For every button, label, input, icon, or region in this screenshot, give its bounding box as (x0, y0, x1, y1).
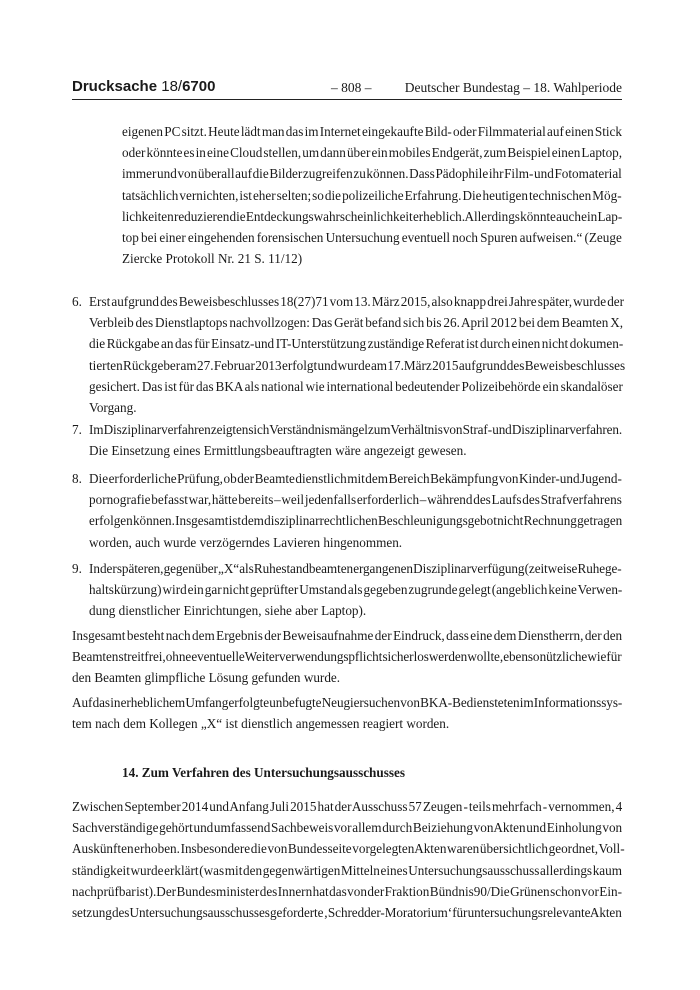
text-line: Vorgang. (89, 400, 137, 416)
text-line: Die Einsetzung eines Ermittlungsbeauftragten wäre angezeigt gewesen. (89, 443, 467, 459)
list-item (89, 468, 622, 553)
text-line: top bei einer eingehenden forensischen Untersuchung eventuell noch Spuren aufweisen.“ (Zeuge (122, 230, 622, 246)
text-line: ständigkeit wurde erklärt (was mit den gegenwärtigen Mitteln eines Untersuchungsausschuss allerdings kaum (72, 862, 623, 878)
item-number: 7. (72, 422, 82, 437)
item-number: 8. (72, 471, 82, 486)
text-line: eigenen PC sitzt. Heute lädt man das im Internet eingekaufte Bild- oder Filmmaterial auf einen Stick (122, 124, 623, 139)
doc-label: Drucksache (72, 78, 158, 95)
text-line: tatsächlich vernichten, ist eher selten; so die polizeiliche Erfahrung. Die heutigen technischen Mög- (122, 187, 622, 203)
text-line: oder könnte es in eine Cloud stellen, um dann über ein mobiles Endgerät, zum Beispiel einen Laptop, (122, 145, 623, 161)
text-line: Auf das in erheblichem Umfang erfolgte unbefugte Neugiersuchen von BKA-Bediensteten im Informationssys- (72, 695, 623, 710)
text-line: Zwischen September 2014 und Anfang Juli 2015 hat der Ausschuss 57 Zeugen - teils mehrfach - vernommen, 4 (72, 799, 623, 814)
page-header (72, 78, 622, 100)
header-rule (72, 99, 622, 100)
text-line: nachprüfbar ist).Der Bundesminister des Innern hat das von der Fraktion Bündnis90/Die Grünen schon vor Ein- (72, 883, 623, 899)
list-item (89, 291, 626, 418)
text-line: tierten Rückgeber am 27. Februar 2013 erfolgt und wurde am 17.März 2015 aufgrund des Beweisbeschlusses (89, 357, 626, 373)
text-line: Verbleib des Dienstlaptops nachvollzogen: Das Gerät befand sich bis 26. April 2012 bei dem Beamten X, (89, 315, 624, 331)
text-line: In der späteren, gegenüber „X“ als Ruhestandbeamten ergangenen Disziplinarverfügung (zeitweise Ruhege- (89, 561, 622, 576)
text-line: immer und von überall auf die Bilder zugreifen zu können. Dass Pädophile ihr Film- und Fotomaterial (122, 166, 622, 182)
item-number: 9. (72, 561, 82, 576)
text-line: Im Disziplinarverfahren zeigten sich Verständnismängel zum Verhältnis von Straf- und Disziplinarverfahren. (89, 422, 623, 437)
text-line: haltskürzung) wird ein gar nicht geprüfter Umstand als gegeben zugrunde gelegt (angeblich keine Verwen- (89, 582, 623, 598)
text-line: die Rückgabe an das für Einsatz-und IT-Unterstützung zuständige Referat ist durch einen nicht dokumen- (89, 336, 624, 352)
text-line: Auskünften erhoben. Insbesondere die von Bundesseite vorgelegten Akten waren übersichtlich geordnet, Voll- (72, 841, 625, 857)
text-line: Die erforderliche Prüfung, ob der Beamte dienstlich mit dem Bereich Bekämpfung von Kinder-und Jugend- (89, 471, 622, 486)
text-line: Erst aufgrund des Beweisbeschlusses 18(27)71 vom 13. März 2015, also knapp drei Jahre später, wurde der (89, 294, 625, 309)
text-line: setzung des Untersuchungsausschusses geforderte ‚Schredder-Moratorium‘ für untersuchungsrelevante Akten (72, 905, 622, 921)
text-line: erfolgen können. Insgesamt ist dem disziplinarrechtlichen Beschleunigungsgebot nicht Rechnung getragen (89, 513, 623, 529)
text-line: dung dienstlicher Einrichtungen, siehe aber Laptop). (89, 603, 367, 619)
doc-number-suffix: 6700 (182, 78, 216, 95)
page-number: – 808 – (331, 80, 372, 95)
quote-block (122, 121, 622, 269)
text-line: den Beamten glimpfliche Lösung gefunden wurde. (72, 670, 341, 686)
paragraph (72, 692, 622, 734)
doc-number (72, 78, 215, 95)
header-title: Deutscher Bundestag – 18. Wahlperiode (404, 80, 622, 95)
text-line: Insgesamt besteht nach dem Ergebnis der Beweisaufnahme der Eindruck, dass eine dem Dienstherrn, der den (72, 628, 623, 643)
text-line: gesichert. Das ist für das BKA als national wie international bedeutender Polizeibehörde ein skandalöser (89, 378, 623, 394)
list-item (89, 419, 622, 461)
text-line: tem nach dem Kollegen „X“ ist dienstlich angemessen reagiert worden. (72, 716, 450, 732)
list-item (89, 558, 622, 622)
section-heading: 14. Zum Verfahren des Untersuchungsausschusses (122, 765, 405, 780)
doc-number-prefix: 18/ (157, 78, 183, 95)
text-line: Beamten streitfrei, ohne eventuelle Weiterverwendungspflicht sicher loswerden wollte, ebenso nützliche wie für (72, 649, 622, 665)
text-line: worden, auch wurde verzögerndes Lavieren hingenommen. (89, 534, 403, 550)
paragraph (72, 625, 622, 689)
item-number: 6. (72, 294, 82, 309)
text-line: lichkeiten reduzieren die Entdeckungswahrscheinlichkeit erheblich. Allerdings könnte auch ein Lap- (122, 208, 623, 224)
text-line: Ziercke Protokoll Nr. 21 S. 11/12) (122, 251, 303, 267)
text-line: Sachverständige gehört und umfassend Sachbeweis vor allem durch Beiziehung von Akten und Einholung von (72, 820, 623, 836)
paragraph (72, 796, 625, 923)
text-line: pornografie befasst war, hätte bereits – weil jedenfalls erforderlich – während des Laufs des Strafverfahrens (89, 492, 622, 508)
